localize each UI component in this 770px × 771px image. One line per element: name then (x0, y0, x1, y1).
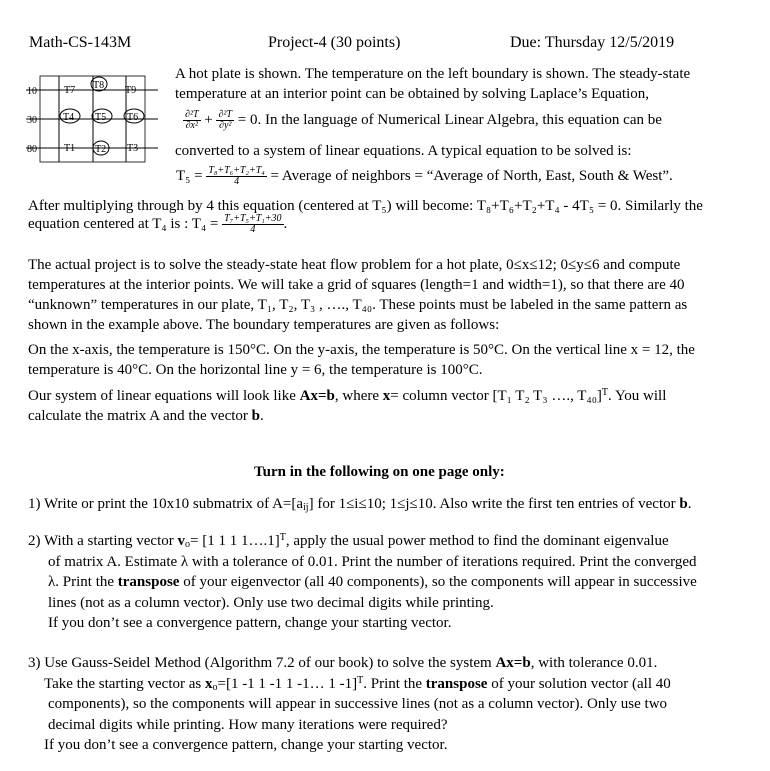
item2-line-1 (28, 531, 750, 552)
item2-line-3 (28, 572, 750, 593)
node-t3: T3 (127, 143, 139, 154)
item2-line-2: of matrix A. Estimate λ with a tolerance of 0.01. Print the number of iterations required. Print the converged (48, 553, 697, 570)
system-vector-b: b (251, 408, 261, 424)
item3-line-1 (28, 653, 750, 674)
item1-end: . (687, 496, 692, 512)
node-t1: T1 (64, 143, 76, 154)
boundary-line-2: temperature is 40°C. On the horizontal line y = 6, the temperature is 100°C. (28, 362, 483, 378)
item3-text-b: , with tolerance 0.01. (530, 655, 658, 671)
system-line2-c: . (260, 408, 264, 424)
system-line-2 (28, 406, 750, 426)
after-multiplying-line: After multiplying through by 4 this equation (centered at T₅) will become: T₈+T₆+T₂+T₄ - 4T₅ = 0. Similarly the (28, 198, 703, 214)
item3-l2-bold: transpose (425, 675, 488, 692)
intro-line-2: temperature at an interior point can be obtained by solving Laplace’s Equation, (175, 86, 650, 102)
node-t5: T5 (95, 112, 107, 123)
system-line2-a: calculate the matrix A and the vector (28, 408, 252, 424)
item-2 (28, 531, 750, 634)
item2-line-5: If you don’t see a convergence pattern, change your starting vector. (48, 615, 452, 631)
laplace-num-2: ∂²T (218, 109, 232, 120)
item3-l2-a: Take the starting vector as (44, 675, 205, 692)
item2-sup: T (279, 532, 286, 543)
node-t7: T7 (64, 85, 76, 96)
t4-numerator: T₇+T₅+T₁+30 (224, 213, 282, 224)
node-t9: T9 (125, 85, 137, 96)
item2-vsub: o (185, 539, 190, 550)
system-line-1 (28, 386, 750, 406)
row-label-middle: 30 (27, 115, 37, 126)
laplace-den-1: ∂x² (185, 120, 198, 131)
item1-text-a: 1) Write or print the 10x10 submatrix of A=[a (28, 496, 304, 512)
project-paragraph (28, 255, 750, 335)
laplace-num-1: ∂²T (185, 109, 199, 120)
item-1 (28, 494, 750, 515)
item3-l2-e: of your solution vector (all 40 (487, 675, 671, 692)
system-paragraph (28, 386, 750, 426)
system-x: x (382, 388, 391, 404)
item2-text-b: = [1 1 1 1….1] (190, 533, 280, 549)
t4-end: . (283, 215, 288, 232)
laplace-rest: = 0. In the language of Numerical Linear Algebra, this equation can be (237, 111, 662, 128)
item3-line-4: decimal digits while printing. How many iterations were required? (48, 716, 448, 733)
node-t2: T2 (95, 144, 107, 155)
item2-l3-bold: transpose (117, 574, 180, 590)
t5-numerator: T₈+T₆+T₂+T₄ (208, 165, 265, 176)
t5-rest: = Average of neighbors = “Average of North, East, South & West”. (270, 167, 673, 184)
system-text-c: = column vector [T₁ T₂ T₃ …., T₄₀] (390, 388, 602, 404)
due-date: Due: Thursday 12/5/2019 (510, 34, 675, 51)
turn-in-heading: Turn in the following on one page only: (254, 464, 505, 480)
item3-text-a: 3) Use Gauss-Seidel Method (Algorithm 7.2 of our book) to solve the system (28, 655, 496, 671)
item3-l2-b: =[1 -1 1 -1 1 -1… 1 -1] (217, 675, 358, 692)
course-code: Math-CS-143M (29, 34, 132, 51)
boundary-paragraph (28, 340, 750, 380)
t4-equation (28, 214, 287, 235)
project-line-3: “unknown” temperatures in our plate, T₁, T₂, T₃ , …., T₄₀. These points must be labeled in the same pattern as (28, 297, 688, 313)
item2-line-4: lines (not as a column vector). Only use two decimal digits while printing. (48, 594, 494, 611)
boundary-line-1: On the x-axis, the temperature is 150°C. On the y-axis, the temperature is 50°C. On the vertical line x = 12, the (28, 342, 695, 358)
item1-sub: ij (303, 502, 309, 513)
item3-axb: Ax=b (495, 655, 531, 671)
node-t8: T8 (93, 80, 105, 91)
system-text-d: . You will (608, 388, 667, 404)
item2-text-c: , apply the usual power method to find the dominant eigenvalue (285, 533, 669, 549)
t5-denominator: 4 (234, 176, 240, 187)
item3-l2-c: . Print the (363, 675, 426, 692)
row-label-top: 10 (27, 86, 37, 97)
row-label-bottom: 80 (27, 144, 37, 155)
project-line-1: The actual project is to solve the steady-state heat flow problem for a hot plate, 0≤x≤12; 0≤y≤6 and compute (28, 257, 681, 273)
t4-prefix: equation centered at T₄ is : T₄ = (28, 215, 219, 232)
t5-equation (176, 166, 673, 187)
laplace-equation (183, 110, 662, 131)
project-title: Project-4 (30 points) (268, 34, 401, 51)
hot-plate-diagram (26, 70, 168, 170)
t4-denominator: 4 (250, 224, 256, 235)
item2-text-a: 2) With a starting vector (28, 533, 178, 549)
item-3 (28, 653, 750, 756)
item3-line-3: components), so the components will appear in successive lines (not as a column vector). Only use two (48, 696, 668, 712)
item3-sup: T (357, 674, 364, 686)
laplace-plus: + (204, 111, 213, 128)
system-transpose-sup: T (601, 387, 609, 398)
item3-x: x (204, 675, 213, 692)
item3-xsub: o (212, 681, 218, 693)
item1-text-b: ] for 1≤i≤10; 1≤j≤10. Also write the first ten entries of vector (308, 496, 680, 512)
system-text-a: Our system of linear equations will look like (28, 388, 300, 404)
intro-line-4: converted to a system of linear equations. A typical equation to be solved is: (175, 143, 632, 159)
item3-line-5: If you don’t see a convergence pattern, change your starting vector. (44, 737, 448, 753)
system-axb: Ax=b (299, 388, 335, 404)
system-text-b: , where (334, 388, 383, 404)
laplace-den-2: ∂y² (219, 120, 232, 131)
item2-v: v (177, 533, 185, 549)
node-t4: T4 (63, 112, 75, 123)
project-line-2: temperatures at the interior points. We will take a grid of squares (length=1 and width=1), so that there are 40 (28, 277, 685, 293)
t5-lhs: T₅ = (176, 167, 203, 184)
item3-line-2 (28, 674, 750, 695)
node-t6: T6 (127, 112, 139, 123)
intro-line-1: A hot plate is shown. The temperature on the left boundary is shown. The steady-state (175, 66, 691, 82)
item2-l3-a: λ. Print the (48, 574, 118, 590)
project-line-4: shown in the example above. The boundary temperatures are given as follows: (28, 317, 500, 333)
item1-vector-b: b (679, 496, 688, 512)
item2-l3-c: of your eigenvector (all 40 components), so the components will appear in successive (179, 574, 697, 590)
